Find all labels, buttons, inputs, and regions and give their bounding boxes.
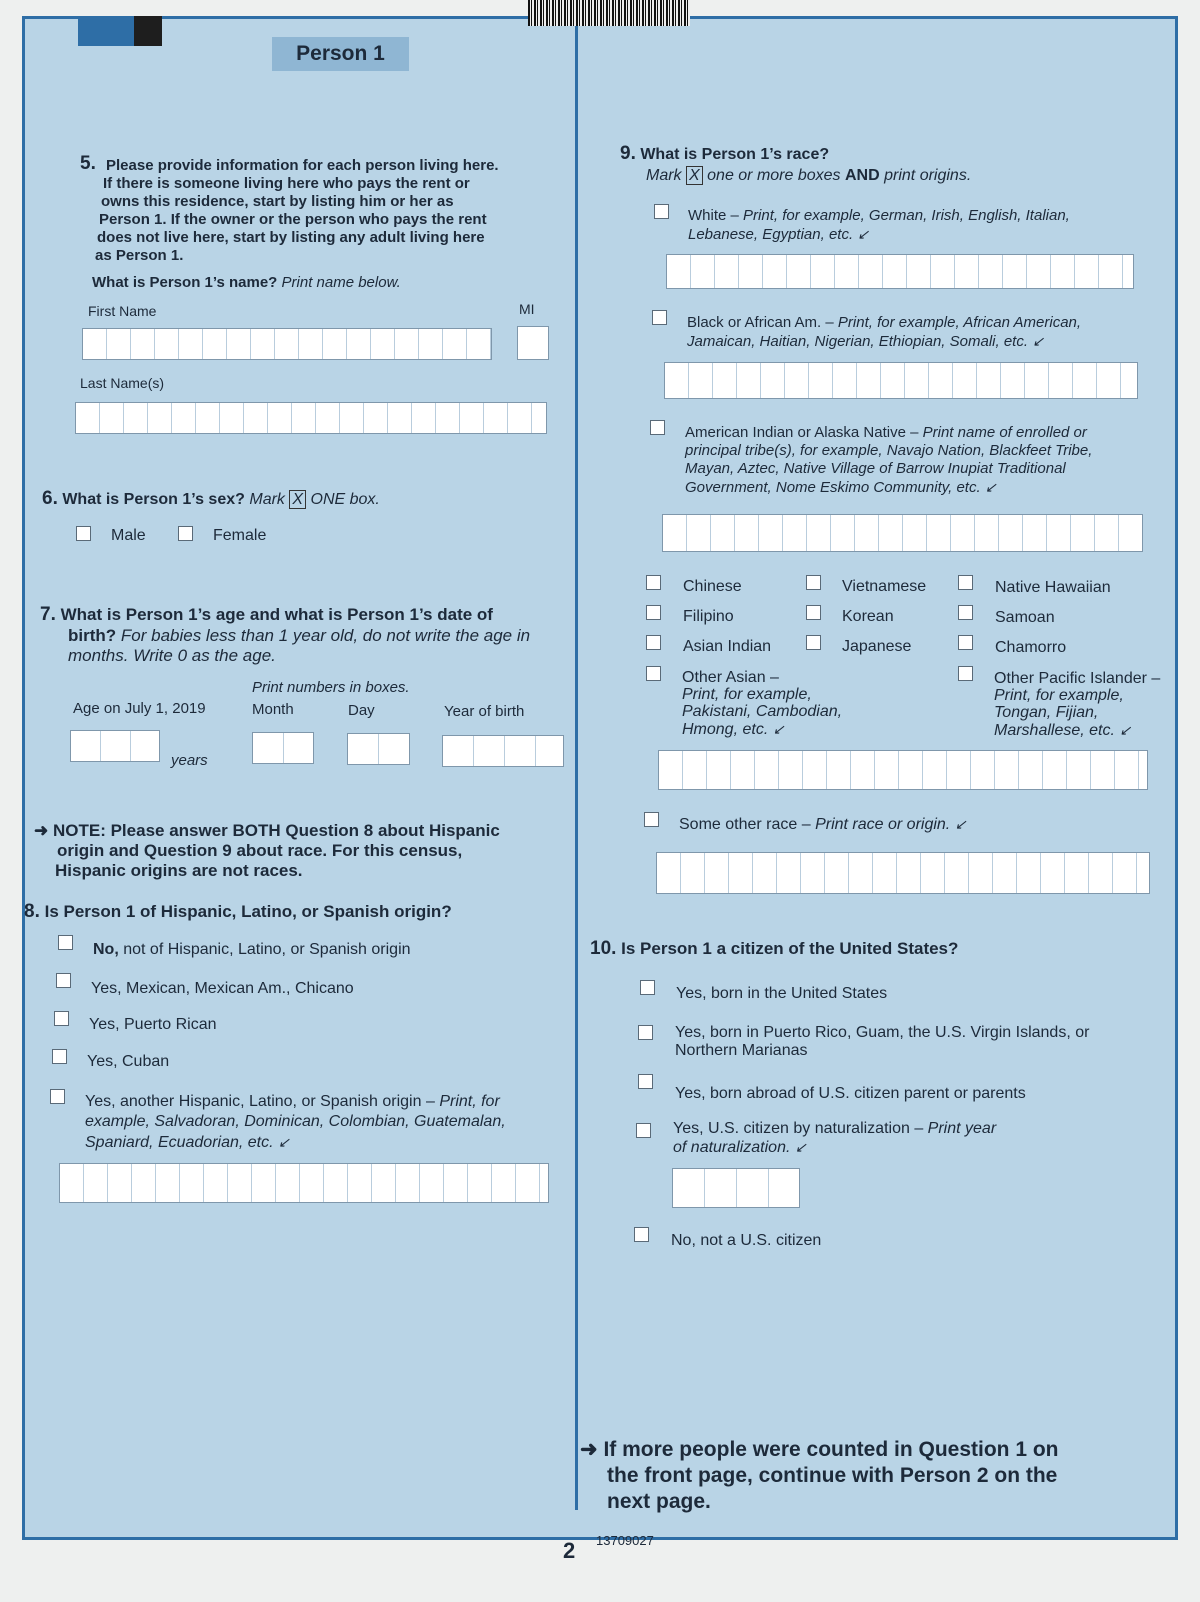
q5-line-6: as Person 1.	[95, 247, 184, 264]
samoan-label: Samoan	[995, 609, 1055, 626]
age-field[interactable]	[70, 730, 160, 762]
native-hawaiian-label: Native Hawaiian	[995, 579, 1111, 596]
barcode	[528, 0, 690, 26]
q10-question: 10. Is Person 1 a citizen of the United States?	[590, 938, 959, 959]
q5-line-5: does not live here, start by listing any adult living here	[97, 229, 485, 246]
citizen-abroad-label: Yes, born abroad of U.S. citizen parent or parents	[675, 1085, 1026, 1102]
cuban-label: Yes, Cuban	[87, 1053, 170, 1070]
other-hispanic-line-1: Yes, another Hispanic, Latino, or Spanish origin – Print, for	[85, 1093, 500, 1110]
q7-line-2: birth? For babies less than 1 year old, do not write the age in	[68, 626, 531, 645]
other-hispanic-line-2: example, Salvadoran, Dominican, Colombian, Guatemalan,	[85, 1113, 506, 1130]
write-arrow-icon: ↙	[794, 1139, 807, 1155]
japanese-label: Japanese	[842, 638, 912, 655]
samoan-checkbox[interactable]	[958, 605, 973, 620]
note-line-1: ➜ NOTE: Please answer BOTH Question 8 about Hispanic	[34, 821, 500, 840]
asian-pi-origin-field[interactable]	[658, 750, 1148, 790]
aian-line-2: principal tribe(s), for example, Navajo Nation, Blackfeet Tribe,	[685, 442, 1093, 459]
mi-label: MI	[519, 301, 535, 317]
q5-line-2: If there is someone living here who pays the rent or	[103, 175, 470, 192]
footer-line-2: the front page, continue with Person 2 on the	[607, 1464, 1058, 1487]
chamorro-label: Chamorro	[995, 639, 1067, 656]
year-field[interactable]	[442, 735, 564, 767]
korean-label: Korean	[842, 608, 894, 625]
other-asian-line-4: Hmong, etc. ↙	[682, 721, 785, 738]
q9-instruction: Mark X one or more boxes AND print origins.	[646, 167, 972, 184]
cuban-checkbox[interactable]	[52, 1049, 67, 1064]
white-origin-field[interactable]	[666, 254, 1134, 289]
native-hawaiian-checkbox[interactable]	[958, 575, 973, 590]
male-label: Male	[111, 527, 146, 544]
q7-line-3: months. Write 0 as the age.	[68, 646, 276, 665]
black-line-1: Black or African Am. – Print, for example, African American,	[687, 314, 1082, 331]
other-pi-line-2: Print, for example,	[994, 687, 1124, 704]
first-name-label: First Name	[88, 303, 157, 319]
years-label: years	[171, 752, 208, 769]
male-checkbox[interactable]	[76, 526, 91, 541]
write-arrow-icon: ↙	[1119, 722, 1132, 738]
vietnamese-label: Vietnamese	[842, 578, 927, 595]
footer-line-1: ➜ If more people were counted in Question 1 on	[580, 1438, 1059, 1461]
citizen-territories-line-2: Northern Marianas	[675, 1042, 808, 1059]
last-name-label: Last Name(s)	[80, 375, 165, 391]
white-line-1: White – Print, for example, German, Irish, English, Italian,	[688, 207, 1070, 224]
some-other-race-checkbox[interactable]	[644, 812, 659, 827]
white-checkbox[interactable]	[654, 204, 669, 219]
note-line-3: Hispanic origins are not races.	[55, 861, 303, 880]
aian-checkbox[interactable]	[650, 420, 665, 435]
other-asian-checkbox[interactable]	[646, 666, 661, 681]
q5-line-4: Person 1. If the owner or the person who pays the rent	[99, 211, 487, 228]
aian-line-3: Mayan, Aztec, Native Village of Barrow Inupiat Traditional	[685, 460, 1066, 477]
aian-tribe-field[interactable]	[662, 514, 1143, 552]
other-asian-label: Other Asian –	[682, 669, 779, 686]
not-citizen-label: No, not a U.S. citizen	[671, 1232, 822, 1249]
some-other-race-field[interactable]	[656, 852, 1150, 894]
year-label: Year of birth	[444, 703, 525, 720]
naturalization-year-field[interactable]	[672, 1168, 800, 1208]
write-arrow-icon: ↙	[278, 1134, 290, 1150]
some-other-race-label: Some other race – Print race or origin. ↙	[679, 816, 967, 833]
filipino-checkbox[interactable]	[646, 605, 661, 620]
day-field[interactable]	[347, 733, 410, 765]
form-code: 13709027	[596, 1533, 654, 1548]
citizen-born-us-checkbox[interactable]	[640, 980, 655, 995]
asian-indian-checkbox[interactable]	[646, 635, 661, 650]
other-pi-label: Other Pacific Islander –	[994, 670, 1161, 687]
print-numbers-label: Print numbers in boxes.	[252, 679, 410, 696]
write-arrow-icon: ↙	[984, 479, 997, 495]
aian-line-1: American Indian or Alaska Native – Print name of enrolled or	[685, 424, 1087, 441]
chamorro-checkbox[interactable]	[958, 635, 973, 650]
citizen-territories-line-1: Yes, born in Puerto Rico, Guam, the U.S. Virgin Islands, or	[675, 1024, 1090, 1041]
citizen-born-us-label: Yes, born in the United States	[676, 985, 888, 1002]
q8-question: 8. Is Person 1 of Hispanic, Latino, or Spanish origin?	[24, 901, 452, 922]
hispanic-no-checkbox[interactable]	[58, 935, 73, 950]
mexican-checkbox[interactable]	[56, 973, 71, 988]
korean-checkbox[interactable]	[806, 605, 821, 620]
puerto-rican-checkbox[interactable]	[54, 1011, 69, 1026]
write-arrow-icon: ↙	[1032, 333, 1044, 349]
citizen-naturalized-checkbox[interactable]	[636, 1123, 651, 1138]
citizen-naturalized-line-1: Yes, U.S. citizen by naturalization – Print year	[673, 1120, 997, 1137]
q7-line-1: 7. What is Person 1’s age and what is Person 1’s date of	[40, 604, 493, 625]
mi-field[interactable]	[517, 326, 549, 360]
name-question: What is Person 1’s name? Print name below.	[92, 274, 401, 291]
write-arrow-icon: ↙	[772, 721, 785, 737]
last-name-field[interactable]	[75, 402, 547, 434]
q9-question: 9. What is Person 1’s race?	[620, 143, 830, 164]
other-pi-line-3: Tongan, Fijian,	[994, 704, 1099, 721]
day-label: Day	[348, 702, 375, 719]
citizen-abroad-checkbox[interactable]	[638, 1074, 653, 1089]
other-hispanic-field[interactable]	[59, 1163, 549, 1203]
black-origin-field[interactable]	[664, 362, 1138, 399]
note-line-2: origin and Question 9 about race. For this census,	[57, 841, 463, 860]
mexican-label: Yes, Mexican, Mexican Am., Chicano	[91, 980, 354, 997]
person-tab: Person 1	[272, 37, 409, 71]
chinese-label: Chinese	[683, 578, 742, 595]
other-hispanic-checkbox[interactable]	[50, 1089, 65, 1104]
hispanic-no-label: No, not of Hispanic, Latino, or Spanish origin	[93, 941, 411, 958]
column-divider	[575, 16, 578, 1510]
other-hispanic-line-3: Spaniard, Ecuadorian, etc. ↙	[85, 1134, 290, 1151]
write-arrow-icon: ↙	[954, 816, 967, 832]
citizen-territories-checkbox[interactable]	[638, 1025, 653, 1040]
first-name-field[interactable]	[82, 328, 492, 360]
q5-line-3: owns this residence, start by listing him or her as	[101, 193, 454, 210]
black-line-2: Jamaican, Haitian, Nigerian, Ethiopian, Somali, etc. ↙	[687, 333, 1044, 350]
not-citizen-checkbox[interactable]	[634, 1227, 649, 1242]
japanese-checkbox[interactable]	[806, 635, 821, 650]
other-asian-line-3: Pakistani, Cambodian,	[682, 703, 843, 720]
other-pi-line-4: Marshallese, etc. ↙	[994, 722, 1132, 739]
female-checkbox[interactable]	[178, 526, 193, 541]
citizen-naturalized-line-2: of naturalization. ↙	[673, 1139, 807, 1156]
age-label: Age on July 1, 2019	[73, 700, 206, 717]
filipino-label: Filipino	[683, 608, 734, 625]
other-asian-line-2: Print, for example,	[682, 686, 812, 703]
q5-number: 5.	[80, 153, 96, 174]
white-line-2: Lebanese, Egyptian, etc. ↙	[688, 226, 870, 243]
corner-mark-blue	[78, 16, 134, 46]
write-arrow-icon: ↙	[857, 226, 870, 242]
chinese-checkbox[interactable]	[646, 575, 661, 590]
page-number: 2	[563, 1538, 576, 1563]
q6-question: 6. What is Person 1’s sex? Mark X ONE box.	[42, 488, 380, 509]
female-label: Female	[213, 527, 267, 544]
month-field[interactable]	[252, 732, 314, 764]
vietnamese-checkbox[interactable]	[806, 575, 821, 590]
black-checkbox[interactable]	[652, 310, 667, 325]
aian-line-4: Government, Nome Eskimo Community, etc. ↙	[685, 479, 997, 496]
asian-indian-label: Asian Indian	[683, 638, 772, 655]
other-pi-checkbox[interactable]	[958, 666, 973, 681]
footer-line-3: next page.	[607, 1490, 711, 1513]
month-label: Month	[252, 701, 294, 718]
puerto-rican-label: Yes, Puerto Rican	[89, 1016, 217, 1033]
q5-line-1: Please provide information for each person living here.	[106, 157, 499, 174]
